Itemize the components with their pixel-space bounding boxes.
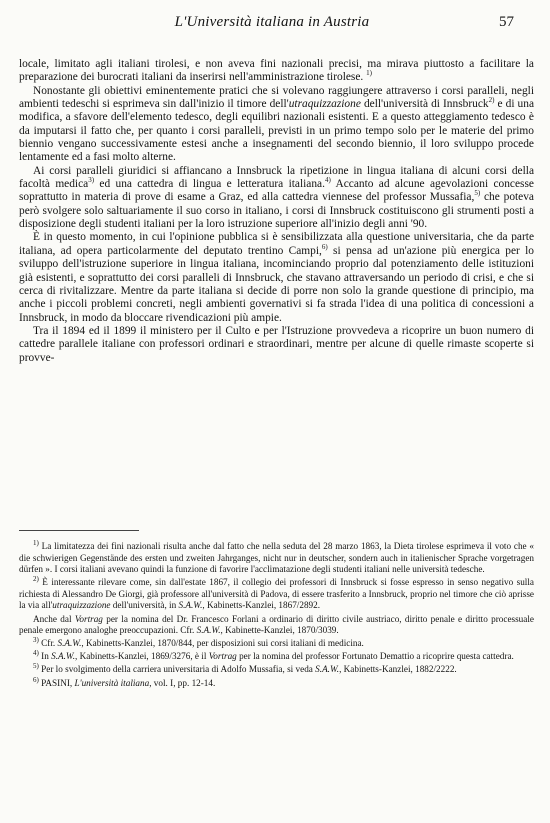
- footnote-marker-3: 3): [33, 636, 39, 645]
- footnote-4-source: S.A.W.: [51, 651, 75, 662]
- footnote-marker-6: 6): [33, 675, 39, 684]
- footnote-6-text-a: PASINI,: [38, 677, 75, 688]
- footnote-2x-text-a: Anche dal: [33, 613, 75, 624]
- p2-text-a: Nonostante gli obiettivi eminentemente pratici che si volevano raggiungere attraverso i corsi paralleli, negli ambienti tedeschi si esprimeva sin dall'inizio il timore dell': [19, 84, 534, 111]
- main-text: [19, 58, 534, 365]
- p3-text-c: Accanto ad alcune agevolazioni concesse soprattutto in materia di prove di esame a Graz, ed alla cattedra viennese del professor Mussafia,: [19, 178, 534, 204]
- paragraph-4: [19, 231, 534, 324]
- footnote-3-text-b: , Kabinetts-Kanzlei, 1870/844, per disposizioni sui corsi italiani di medicina.: [81, 638, 364, 649]
- footnote-2x-text-b: per la nomina del Dr. Francesco Forlani a ordinario di diritto civile austriaco, diritto penale e diritto processuale penale emergono analoghe preoccupazioni. Cfr.: [19, 613, 534, 636]
- footnote-4-text-a: In: [38, 651, 52, 662]
- paragraph-1: [19, 58, 534, 85]
- footnote-4-italic: Vortrag: [208, 651, 237, 662]
- footnote-5: [19, 664, 534, 676]
- footnote-separator: [19, 530, 139, 531]
- footnote-2-text-b: dell'università, in: [110, 600, 179, 611]
- footnote-5-text-a: Per lo svolgimento della carriera universitaria di Adolfo Mussafia, si veda: [38, 664, 316, 675]
- paragraph-2: [19, 85, 534, 165]
- running-title: L'Università italiana in Austria: [174, 14, 370, 30]
- footnote-6-text-b: , vol. I, pp. 12-14.: [149, 677, 216, 688]
- footnote-2x-source: S.A.W.: [196, 625, 221, 636]
- p3-text-a: Ai corsi paralleli giuridici si affiancano a Innsbruck la ripetizione in lingua italiana di alcuni corsi della facoltà medica: [19, 164, 534, 191]
- p2-text-c: e di una modifica, a sfavore dell'elemento tedesco, degli equilibri nazionali esistenti. E a questo atteggiamento tedesco è da imputarsi il fatto che, per quanto i corsi paralleli, previsti in un primo tempo solo per le materie del primo biennio vengano successivamente estesi anche a insegnamenti del secondo biennio, il loro sviluppo procede lentamente ed a fasi molto alterne.: [19, 98, 534, 164]
- footnote-5-source: S.A.W.: [315, 664, 340, 675]
- footnote-ref-6: 6): [321, 243, 328, 252]
- p1-text: locale, limitato agli italiani tirolesi, e non aveva fini nazionali precisi, ma mirava piuttosto a facilitare la preparazione dei burocrati italiani da inserirsi nell'amministrazione tirolese.: [19, 58, 534, 84]
- p2-italic: utraquizzazione: [288, 98, 361, 111]
- footnote-marker-5: 5): [33, 662, 39, 671]
- footnote-4: [19, 651, 534, 663]
- p4-text-b: si pensa ad un'azione più energica per lo sviluppo dell'istruzione superiore in lingua italiana, incominciando proprio dal potenziamento delle istituzioni già esistenti, e soprattutto dei corsi paralleli di Innsbruck, che stavano attraversando un periodo di crisi, e che si cerca di rivitalizzare. Mentre da parte italiana si decide di porre non solo la grande questione di principio, ma anche i piccoli problemi concreti, negli ambienti governativi si fa strada l'idea di una politica di concessioni a Innsbruck, in modo da bloccare rivendicazioni più ampie.: [19, 244, 534, 324]
- paragraph-5: Tra il 1894 ed il 1899 il ministero per il Culto e per l'Istruzione provvedeva a ricoprire un buon numero di cattedre parallele italiane con professori ordinari e straordinari, mentre per alcune di quelle rimaste scoperte si provve-: [19, 324, 534, 364]
- footnote-6: [19, 675, 534, 690]
- footnote-ref-3: 3): [88, 176, 95, 185]
- footnote-2x-italic: Vortrag: [74, 613, 103, 624]
- paragraph-3: [19, 165, 534, 232]
- page-header: [30, 8, 514, 38]
- p4-text-a: È in questo momento, in cui l'opinione pubblica si è sensibilizzata alla questione universitaria, che da parte italiana, ad opera particolarmente del deputato trentino Campi,: [19, 231, 534, 257]
- p2-text-b: dell'università di Innsbruck: [360, 98, 489, 111]
- footnote-1: [19, 538, 534, 576]
- footnote-5-text-b: , Kabinetts-Kanzlei, 1882/2222.: [339, 664, 457, 675]
- footnote-2-italic: utraquizzazione: [52, 600, 111, 611]
- footnote-3: [19, 638, 534, 650]
- footnote-2-source: S.A.W.: [178, 600, 203, 611]
- footnote-3-source: S.A.W.: [57, 638, 82, 649]
- footnote-ref-1: 1): [366, 69, 372, 78]
- footnote-2x-text-c: , Kabinette-Kanzlei, 1870/3039.: [220, 625, 339, 636]
- footnote-2-text-a: È interessante rilevare come, sin dall'estate 1867, il collegio dei professori di Innsbruck si fosse espresso in senso negativo sulla richiesta di Alessandro De Giorgi, già professore all'università di Padova, di essere trasferito a Innsbruck, proprio nel timore che ciò aprisse la via all': [19, 577, 534, 611]
- footnote-2: [19, 577, 534, 612]
- p3-text-d: che poteva però svolgere solo saltuariamente il suo corso in italiano, i corsi di Innsbruck costituiscono gli strumenti posti a disposizione degli studenti italiani per la loro istruzione superiore all'inizio degli anni '90.: [19, 191, 534, 231]
- footnote-2-text-c: , Kabinetts-Kanzlei, 1867/2892.: [202, 600, 321, 611]
- page-number: 57: [499, 14, 514, 30]
- footnote-6-italic: L'università italiana: [74, 677, 150, 688]
- footnote-ref-2: 2): [488, 96, 495, 105]
- footnote-1-text: La limitatezza dei fini nazionali risulta anche dal fatto che nella seduta del 28 marzo 1863, la Dieta tirolese esprimeva il voto che « die schwierigen Gegenstände des ersten und zweiten Jahrganges, nicht nur in deutscher, sondern auch in italienischer Sprache vorgetragen dürfen ». I corsi italiani avevano quindi la funzione di favorire l'acclimatazione degli studenti italiani nelle università tedesche.: [19, 541, 534, 575]
- footnote-3-text-a: Cfr.: [38, 638, 58, 649]
- footnote-ref-5: 5): [474, 189, 481, 198]
- footnote-ref-4: 4): [324, 176, 331, 185]
- footnote-2-continued: [19, 614, 534, 637]
- p3-text-b: ed una cattedra di lingua e letteratura italiana.: [94, 178, 325, 191]
- footnote-marker-1: 1): [33, 538, 39, 547]
- footnotes: [19, 538, 534, 691]
- footnote-4-text-b: , Kabinetts-Kanzlei, 1869/3276, è il: [75, 651, 209, 662]
- footnote-4-text-c: per la nomina del professor Fortunato Demattio a ricoprire questa cattedra.: [236, 651, 514, 662]
- footnote-marker-2: 2): [33, 575, 39, 584]
- footnote-marker-4: 4): [33, 649, 39, 658]
